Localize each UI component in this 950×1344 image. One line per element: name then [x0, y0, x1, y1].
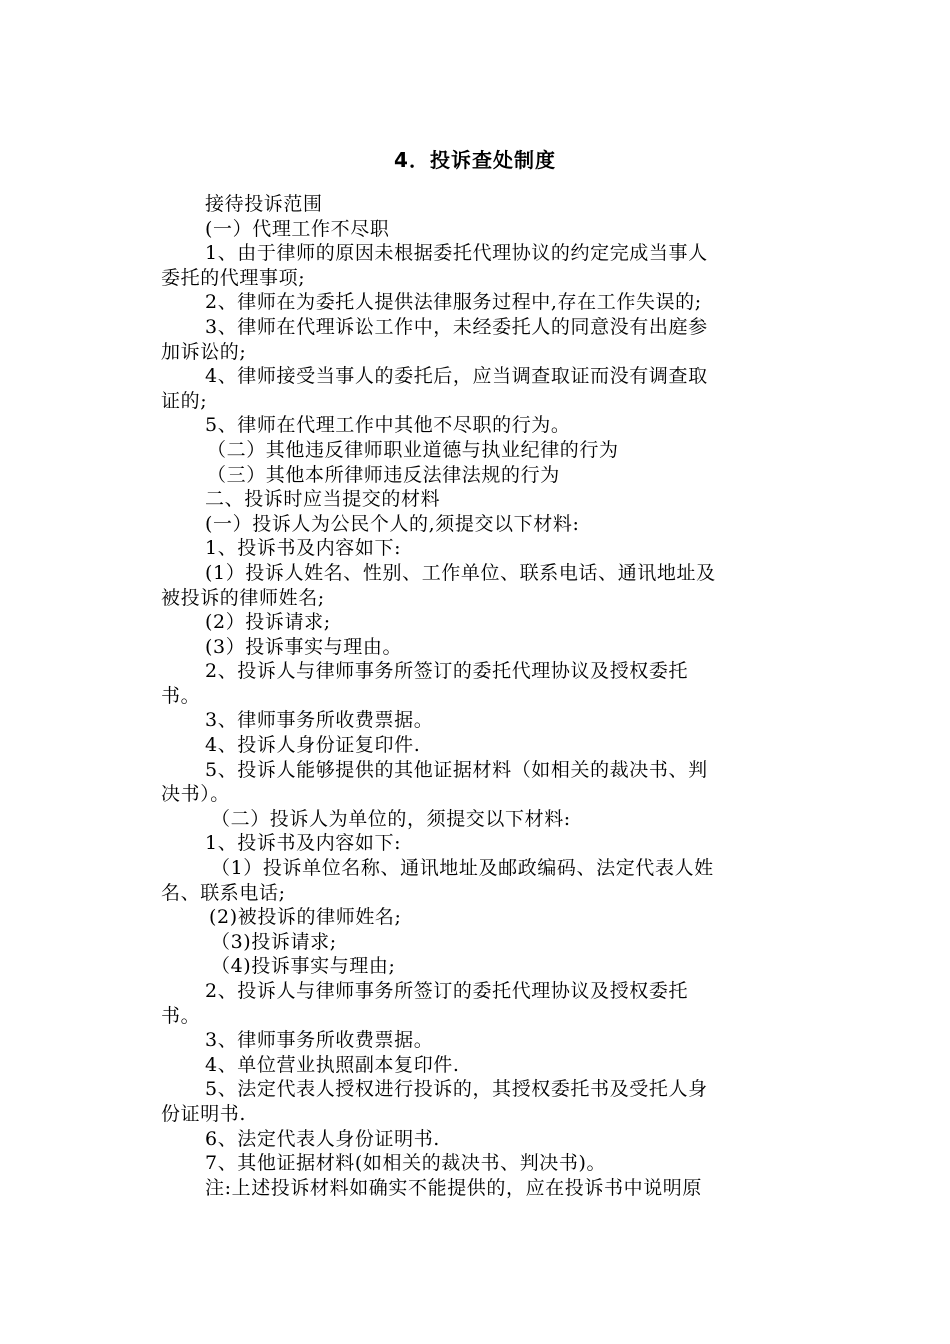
paragraph-line: 3、律师事务所收费票据。	[205, 1029, 434, 1052]
paragraph-line: 书。	[161, 1004, 201, 1027]
paragraph-line: (一）代理工作不尽职	[205, 217, 390, 240]
paragraph-line: （1）投诉单位名称、通讯地址及邮政编码、法定代表人姓	[211, 857, 714, 880]
paragraph-line: (一）投诉人为公民个人的,须提交以下材料:	[205, 512, 580, 535]
paragraph-line: (2)被投诉的律师姓名;	[209, 906, 402, 929]
paragraph-line: （3)投诉请求;	[211, 930, 337, 953]
paragraph-line: 加诉讼的;	[161, 340, 247, 363]
paragraph-line: （三）其他本所律师违反法律法规的行为	[207, 463, 560, 486]
paragraph-line: （二）其他违反律师职业道德与执业纪律的行为	[207, 438, 619, 461]
paragraph-line: 4、单位营业执照副本复印件.	[205, 1053, 460, 1076]
paragraph-line: 4、投诉人身份证复印件.	[205, 734, 421, 757]
paragraph-line: 5、律师在代理工作中其他不尽职的行为。	[205, 414, 571, 437]
paragraph-line: 7、其他证据材料(如相关的裁决书、判决书)。	[205, 1152, 607, 1175]
paragraph-line: 1、由于律师的原因未根据委托代理协议的约定完成当事人	[205, 242, 708, 265]
paragraph-line: (1）投诉人姓名、性别、工作单位、联系电话、通讯地址及	[205, 561, 716, 584]
paragraph-line: (2）投诉请求;	[205, 611, 331, 634]
paragraph-line: 份证明书.	[161, 1102, 247, 1125]
paragraph-line: 名、联系电话;	[161, 881, 286, 904]
paragraph-line: 被投诉的律师姓名;	[161, 586, 325, 609]
paragraph-line: 2、投诉人与律师事务所签订的委托代理协议及授权委托	[205, 980, 689, 1002]
paragraph-line: (3）投诉事实与理由。	[205, 635, 403, 658]
paragraph-line: 5、投诉人能够提供的其他证据材料（如相关的裁决书、判	[205, 758, 708, 781]
document-body	[161, 192, 801, 1200]
paragraph-line: 二、投诉时应当提交的材料	[205, 488, 441, 511]
paragraph-line: 1、投诉书及内容如下:	[205, 832, 402, 855]
paragraph-line: （4)投诉事实与理由;	[211, 955, 396, 978]
document-title: 4．投诉查处制度	[394, 148, 556, 172]
paragraph-line: 委托的代理事项;	[161, 266, 306, 289]
paragraph-line: 1、投诉书及内容如下:	[205, 537, 402, 560]
paragraph-line: 3、律师在代理诉讼工作中，未经委托人的同意没有出庭参	[205, 315, 708, 338]
paragraph-line: 2、律师在为委托人提供法律服务过程中,存在工作失误的;	[205, 291, 702, 314]
paragraph-line: 5、法定代表人授权进行投诉的，其授权委托书及受托人身	[205, 1078, 708, 1101]
paragraph-line: 4、律师接受当事人的委托后，应当调查取证而没有调查取	[205, 365, 708, 388]
paragraph-line: 注:上述投诉材料如确实不能提供的，应在投诉书中说明原	[205, 1176, 703, 1199]
paragraph-line: 6、法定代表人身份证明书.	[205, 1127, 440, 1150]
paragraph-line: 书。	[161, 684, 201, 707]
paragraph-line: 决书）。	[161, 783, 230, 806]
paragraph-line: 3、律师事务所收费票据。	[205, 709, 434, 732]
paragraph-line: 2、投诉人与律师事务所签订的委托代理协议及授权委托	[205, 660, 689, 683]
paragraph-line: （二）投诉人为单位的，须提交以下材料:	[211, 807, 571, 830]
paragraph-line: 接待投诉范围	[205, 193, 323, 215]
paragraph-line: 证的;	[161, 389, 208, 412]
